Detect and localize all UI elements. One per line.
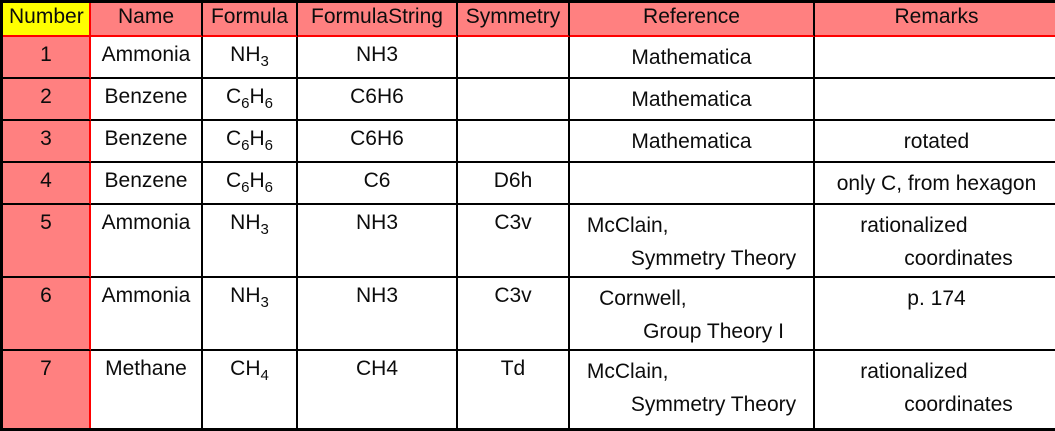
remarks-cell-text (860, 355, 1013, 421)
symmetry-cell (458, 37, 570, 79)
reference-cell (570, 37, 815, 79)
remarks-cell (815, 37, 1055, 79)
formula-string-cell: NH3 (298, 205, 458, 278)
formula-cell: $NH_3$ (203, 278, 298, 351)
reference-cell-text (587, 355, 796, 421)
number-cell: 1 (3, 37, 91, 79)
remarks-cell (815, 79, 1055, 121)
column-header-formulastring: FormulaString (298, 3, 458, 37)
remarks-cell-text (904, 125, 969, 158)
number-cell: 4 (3, 163, 91, 205)
formula-cell: $CH_4$ (203, 351, 298, 428)
header-row (3, 3, 1055, 37)
name-cell: Benzene (91, 121, 203, 163)
cell-line: Symmetry Theory (630, 247, 797, 270)
reference-cell-text (587, 209, 796, 275)
number-cell: 5 (3, 205, 91, 278)
number-cell: 3 (3, 121, 91, 163)
remarks-cell-text (907, 282, 965, 315)
name-cell: Ammonia (91, 278, 203, 351)
table-row (3, 79, 1055, 121)
formula-subscript: 6 (264, 137, 274, 154)
name-cell: Benzene (91, 79, 203, 121)
cell-line: only C, from hexagon (836, 172, 1037, 195)
reference-cell-text (631, 83, 751, 116)
formula-subscript: 6 (241, 179, 250, 196)
reference-cell-text (631, 41, 751, 74)
table-row (3, 205, 1055, 278)
remarks-cell-text (837, 167, 1037, 200)
table-row (3, 351, 1055, 428)
reference-cell (570, 163, 815, 205)
formula-subscript: 3 (260, 221, 269, 238)
cell-line: p. 174 (907, 287, 966, 310)
table-row (3, 121, 1055, 163)
cell-line: Symmetry Theory (630, 393, 797, 416)
formula-string-cell: C6H6 (298, 79, 458, 121)
cell-line: Mathematica (631, 88, 752, 111)
formula-subscript: 6 (241, 137, 250, 154)
formula-string-cell: NH3 (298, 278, 458, 351)
formula-subscript: 6 (241, 95, 250, 112)
column-header-symmetry: Symmetry (458, 3, 570, 37)
symmetry-cell: Td (458, 351, 570, 428)
reference-cell-text (599, 282, 784, 348)
table-row (3, 37, 1055, 79)
reference-cell (570, 205, 815, 278)
formula-string-cell: NH3 (298, 37, 458, 79)
column-header-formula: Formula (203, 3, 298, 37)
formula-subscript: 6 (264, 179, 274, 196)
cell-line: Group Theory I (643, 320, 784, 343)
cell-line: Mathematica (631, 46, 752, 69)
cell-line: rotated (903, 130, 970, 153)
reference-cell (570, 278, 815, 351)
reference-cell (570, 121, 815, 163)
formula-subscript: 3 (260, 294, 269, 311)
formula-cell: $NH_3$ (203, 37, 298, 79)
symmetry-cell: D6h (458, 163, 570, 205)
cell-line: Cornwell, (599, 287, 687, 310)
symmetry-cell (458, 121, 570, 163)
formula-string-cell: C6H6 (298, 121, 458, 163)
formula-string-cell: CH4 (298, 351, 458, 428)
cell-line: McClain, (586, 214, 669, 237)
table-body (3, 37, 1055, 428)
formula-subscript: 6 (264, 95, 274, 112)
cell-line: Mathematica (631, 130, 752, 153)
column-header-remarks: Remarks (815, 3, 1055, 37)
formula-string-cell: C6 (298, 163, 458, 205)
formula-subscript: 4 (260, 367, 269, 384)
formula-cell: $C_6H_6$ (203, 121, 298, 163)
symmetry-cell (458, 79, 570, 121)
column-header-number: Number (3, 3, 91, 37)
name-cell: Methane (91, 351, 203, 428)
number-cell: 2 (3, 79, 91, 121)
remarks-cell (815, 121, 1055, 163)
symmetry-cell: C3v (458, 205, 570, 278)
table-row (3, 278, 1055, 351)
formula-cell: $C_6H_6$ (203, 163, 298, 205)
table-header (3, 3, 1055, 37)
cell-line: coordinates (904, 247, 1013, 270)
number-cell: 7 (3, 351, 91, 428)
cell-line: McClain, (586, 360, 669, 383)
cell-line: coordinates (904, 393, 1013, 416)
remarks-cell (815, 351, 1055, 428)
name-cell: Ammonia (91, 37, 203, 79)
remarks-cell-text (860, 209, 1013, 275)
remarks-cell (815, 205, 1055, 278)
reference-cell-text (631, 125, 751, 158)
formula-subscript: 3 (260, 53, 269, 70)
symmetry-cell: C3v (458, 278, 570, 351)
remarks-cell (815, 278, 1055, 351)
reference-cell (570, 351, 815, 428)
table-row (3, 163, 1055, 205)
remarks-cell (815, 163, 1055, 205)
column-header-reference: Reference (570, 3, 815, 37)
cell-line: rationalized (860, 214, 968, 237)
formula-cell: $NH_3$ (203, 205, 298, 278)
reference-cell (570, 79, 815, 121)
name-cell: Benzene (91, 163, 203, 205)
number-cell: 6 (3, 278, 91, 351)
formula-cell: $C_6H_6$ (203, 79, 298, 121)
column-header-name: Name (91, 3, 203, 37)
name-cell: Ammonia (91, 205, 203, 278)
cell-line: rationalized (860, 360, 968, 383)
